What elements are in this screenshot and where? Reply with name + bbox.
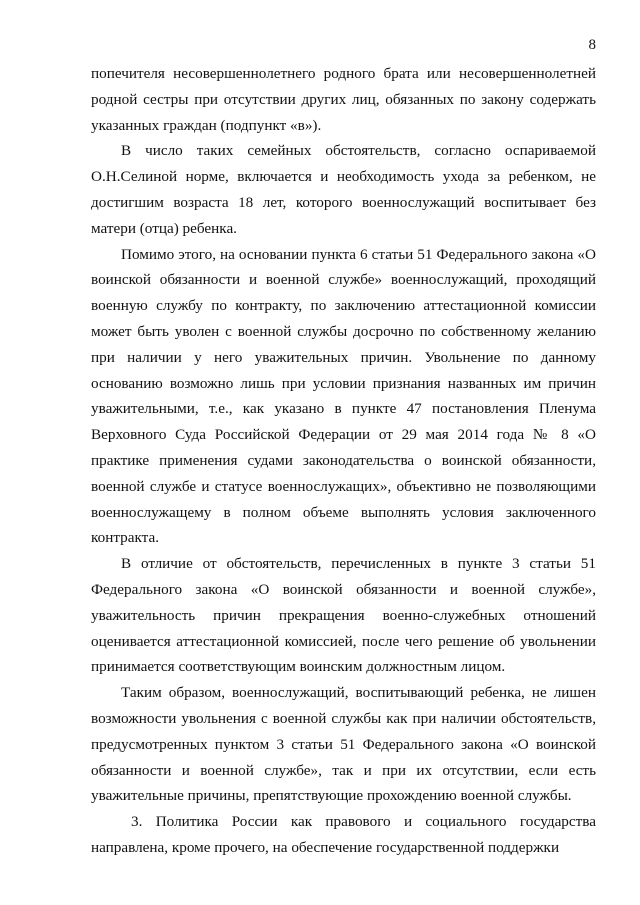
paragraph: В отличие от обстоятельств, перечисленных в пункте 3 статьи 51 Федерального закона «О воинской обязанности и военной службе», уважительность причин прекращения военно-служебных отношений оценивается аттестационной комиссией, после чего решение об увольнении принимается соответствующим воинским должностным лицом. bbox=[91, 555, 596, 676]
paragraph: Помимо этого, на основании пункта 6 статьи 51 Федерального закона «О воинской обязанности и военной службе» военнослужащий, проходящий военную службу по контракту, по заключению аттестационной комиссии может быть уволен с военной службы досрочно по собственному желанию при наличии у него уважительных причин. Увольнение по данному основанию возможно лишь при условии признания названных им причин уважительными, т.е., как указано в пункте 47 постановления Пленума Верховного Суда Российской Федерации от 29 мая 2014 года № 8 «О практике применения судами законодательства о воинской обязанности, военной службе и статусе военнослужащих», объективно не позволяющими военнослужащему в полном объеме выполнять условия заключенного контракта. bbox=[91, 245, 596, 547]
document-body bbox=[91, 61, 596, 861]
paragraph-continued: попечителя несовершеннолетнего родного брата или несовершеннолетней родной сестры при отсутствии других лиц, обязанных по закону содержать указанных граждан (подпункт «в»). bbox=[91, 65, 596, 134]
paragraph: В число таких семейных обстоятельств, согласно оспариваемой О.Н.Селиной норме, включается и необходимость ухода за ребенком, не достигшим возраста 18 лет, которого военнослужащий воспитывает без матери (отца) ребенка. bbox=[91, 142, 596, 237]
page-number: 8 bbox=[588, 37, 596, 53]
paragraph: Таким образом, военнослужащий, воспитывающий ребенка, не лишен возможности увольнения с военной службы как при наличии обстоятельств, предусмотренных пунктом 3 статьи 51 Федерального закона «О воинской обязанности и военной службе», так и при их отсутствии, если есть уважительные причины, препятствующие прохождению военной службы. bbox=[91, 684, 596, 805]
paragraph-numbered: 3. Политика России как правового и социального государства направлена, кроме прочего, на обеспечение государственной поддержки bbox=[91, 813, 596, 856]
